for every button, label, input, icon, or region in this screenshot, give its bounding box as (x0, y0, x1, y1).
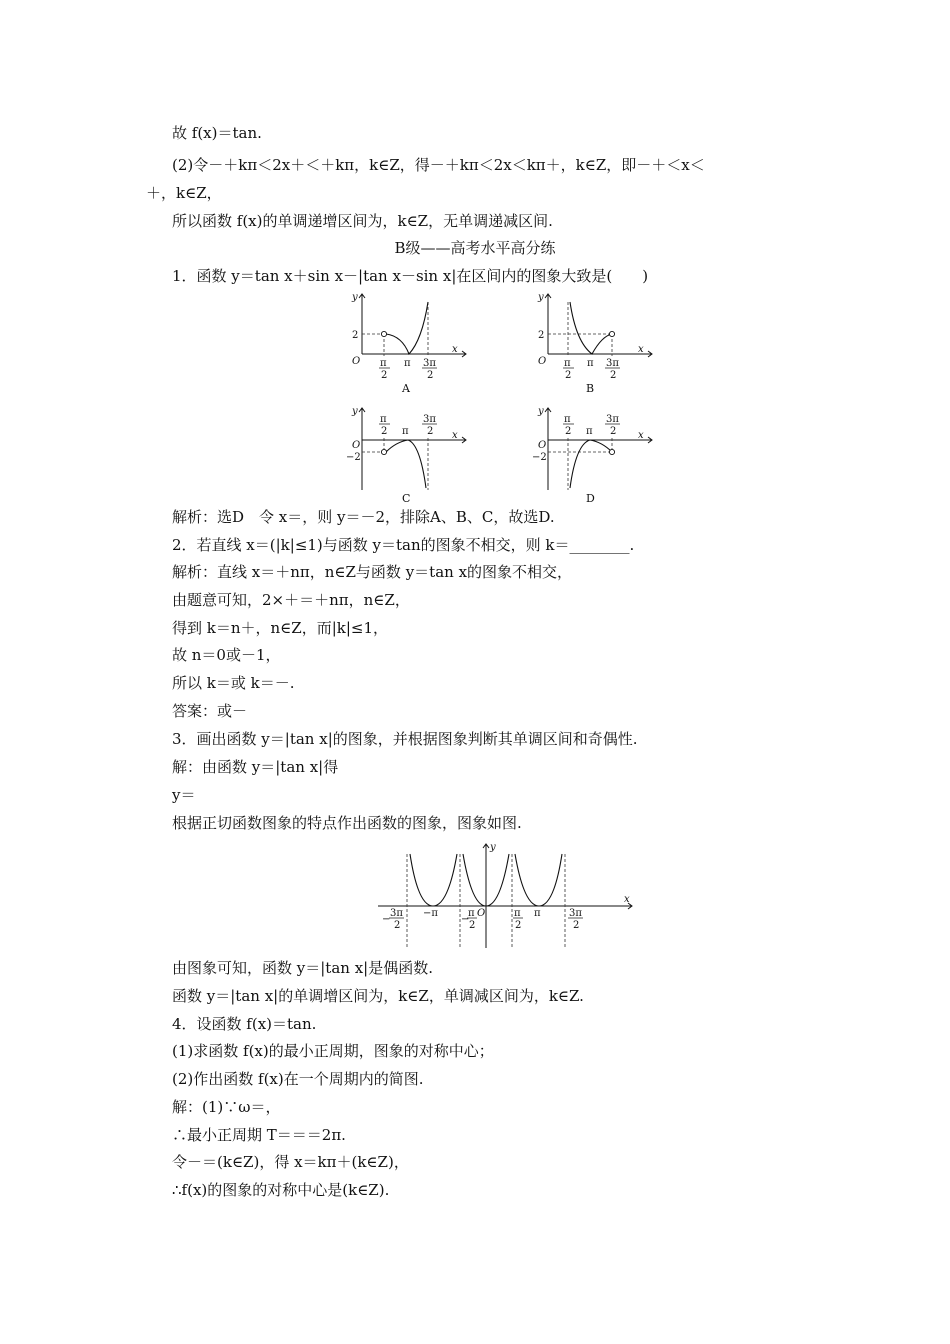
tick-3pi-over-2-num: 3π (606, 414, 619, 425)
solution-4-line-1: 解：(1)∵ω＝， (172, 1098, 281, 1116)
origin-label: O (538, 356, 547, 367)
solution-3-line-2: y＝ (172, 786, 196, 804)
origin-label: O (538, 440, 547, 451)
tick-neg-2: −2 (346, 452, 361, 463)
x-axis-label: x (638, 344, 644, 355)
question-1: 1．函数 y＝tan x＋sin x－|tan x－sin x|在区间内的图象大致是( ) (172, 267, 649, 285)
tick-pi: π (404, 358, 411, 369)
graph-abs-tan (376, 840, 638, 952)
tick-pi: π (534, 908, 541, 919)
tick-pi-over-2-den: 2 (565, 426, 572, 437)
y-axis-label: y (352, 292, 358, 303)
text-line-3: ＋，k∈Z， (146, 184, 222, 202)
x-axis-label: x (624, 894, 630, 905)
graph-b-label: B (586, 382, 595, 395)
solution-2-line-1: 解析：直线 x＝＋nπ，n∈Z与函数 y＝tan x的图象不相交， (172, 563, 573, 581)
tick-3pi-over-2-den: 2 (573, 920, 580, 931)
y-axis-label: y (490, 842, 496, 853)
text-line-4: 所以函数 f(x)的单调递增区间为，k∈Z，无单调递减区间. (172, 212, 553, 230)
tick-3pi-over-2-den: 2 (427, 370, 434, 381)
tick-pi-over-2-num: π (514, 908, 521, 919)
question-4: 4．设函数 f(x)＝tan. (172, 1015, 317, 1033)
tick-pi-over-2-den: 2 (381, 426, 388, 437)
y-axis-label: y (352, 406, 358, 417)
solution-2-line-5: 所以 k＝或 k＝－. (172, 674, 295, 692)
tick-neg-pi: −π (423, 908, 438, 919)
question-3: 3．画出函数 y＝|tan x|的图象，并根据图象判断其单调区间和奇偶性. (172, 730, 638, 748)
question-4-part-2: (2)作出函数 f(x)在一个周期内的简图. (172, 1070, 424, 1088)
tick-2: 2 (538, 330, 545, 341)
solution-3-line-3: 根据正切函数图象的特点作出函数的图象，图象如图. (172, 814, 522, 832)
tick-pi-over-2-num: π (564, 414, 571, 425)
tick-neg-pi-over-2-num: π (468, 908, 475, 919)
solution-4-line-2: ∴最小正周期 T＝＝＝2π. (172, 1126, 346, 1144)
solution-3-line-1: 解：由函数 y＝|tan x|得 (172, 758, 339, 776)
tick-pi-over-2-den: 2 (381, 370, 388, 381)
tick-pi-over-2-den: 2 (515, 920, 522, 931)
graph-d-label: D (586, 492, 595, 505)
tick-neg-2: −2 (532, 452, 547, 463)
tick-3pi-over-2-num: 3π (423, 358, 436, 369)
solution-2-line-3: 得到 k＝n＋，n∈Z，而|k|≤1， (172, 619, 389, 637)
x-axis-label: x (452, 430, 458, 441)
tick-3pi-over-2-den: 2 (427, 426, 434, 437)
graph-b (530, 290, 660, 394)
text-line-1: 故 f(x)＝tan. (172, 124, 262, 142)
solution-4-line-3: 令－＝(k∈Z)，得 x＝kπ＋(k∈Z)， (172, 1153, 409, 1171)
graph-a (344, 290, 474, 394)
answer-2: 答案：或－ (172, 702, 248, 720)
tick-neg-3pi-over-2-num: 3π (390, 908, 403, 919)
x-axis-label: x (638, 430, 644, 441)
y-axis-label: y (538, 292, 544, 303)
solution-3-line-5: 函数 y＝|tan x|的单调增区间为，k∈Z，单调减区间为，k∈Z. (172, 987, 584, 1005)
tick-neg-3pi-over-2-minus: − (382, 914, 391, 925)
solution-4-line-4: ∴f(x)的图象的对称中心是(k∈Z). (172, 1181, 390, 1199)
tick-pi-over-2-num: π (380, 414, 387, 425)
solution-2-line-2: 由题意可知，2×＋＝＋nπ，n∈Z， (172, 591, 410, 609)
tick-2: 2 (352, 330, 359, 341)
origin-label: O (477, 908, 486, 919)
tick-pi: π (402, 426, 409, 437)
solution-3-line-4: 由图象可知，函数 y＝|tan x|是偶函数. (172, 959, 433, 977)
graph-c (344, 404, 474, 504)
y-axis-label: y (538, 406, 544, 417)
tick-3pi-over-2-den: 2 (610, 370, 617, 381)
question-4-part-1: (1)求函数 f(x)的最小正周期，图象的对称中心； (172, 1042, 494, 1060)
tick-3pi-over-2-den: 2 (610, 426, 617, 437)
solution-1: 解析：选D 令 x＝，则 y＝－2，排除A、B、C，故选D. (172, 508, 555, 526)
tick-pi: π (586, 426, 593, 437)
solution-2-line-4: 故 n＝0或－1， (172, 646, 281, 664)
text-line-2: (2)令－＋kπ＜2x＋＜＋kπ，k∈Z，得－＋kπ＜2x＜kπ＋，k∈Z，即－＋＜x＜ (172, 156, 705, 174)
tick-3pi-over-2-num: 3π (423, 414, 436, 425)
tick-pi: π (587, 358, 594, 369)
tick-neg-pi-over-2-minus: − (461, 914, 470, 925)
tick-neg-pi-over-2-den: 2 (469, 920, 476, 931)
origin-label: O (352, 356, 361, 367)
tick-pi-over-2-num: π (380, 358, 387, 369)
origin-label: O (352, 440, 361, 451)
tick-pi-over-2-num: π (564, 358, 571, 369)
graph-c-label: C (402, 492, 411, 505)
question-2: 2．若直线 x＝(|k|≤1)与函数 y＝tan的图象不相交，则 k＝________. (172, 536, 635, 554)
graph-d (530, 404, 660, 504)
tick-3pi-over-2-num: 3π (606, 358, 619, 369)
tick-3pi-over-2-num: 3π (569, 908, 582, 919)
graph-a-label: A (402, 382, 410, 395)
section-heading: B级——高考水平高分练 (394, 239, 556, 257)
tick-pi-over-2-den: 2 (565, 370, 572, 381)
tick-neg-3pi-over-2-den: 2 (394, 920, 401, 931)
x-axis-label: x (452, 344, 458, 355)
